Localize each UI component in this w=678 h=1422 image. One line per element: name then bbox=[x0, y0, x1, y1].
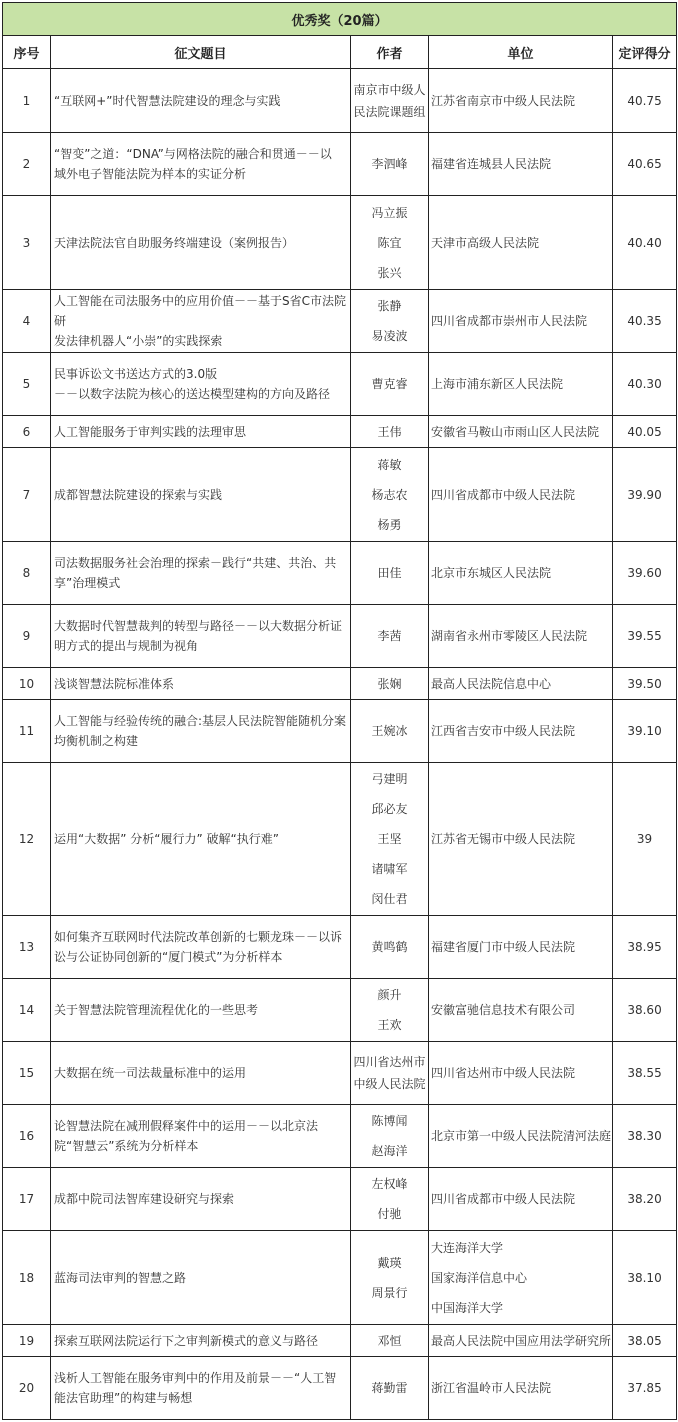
essay-title bbox=[51, 1357, 351, 1420]
author-name: 李泗峰 bbox=[371, 157, 408, 171]
essay-title-line: 民事诉讼文书送达方式的3.0版 bbox=[54, 367, 218, 381]
essay-title-line: 均衡机制之构建 bbox=[54, 734, 139, 748]
author-cell bbox=[351, 542, 429, 605]
table-row bbox=[3, 133, 677, 196]
unit-cell bbox=[429, 1325, 613, 1357]
unit-name: 江苏省南京市中级人民法院 bbox=[431, 93, 576, 108]
unit-name: 四川省成都市中级人民法院 bbox=[431, 1192, 576, 1206]
author-name: 蒋勤雷 bbox=[371, 1381, 408, 1395]
unit-name: 四川省成都市崇州市人民法院 bbox=[431, 314, 588, 328]
essay-title-line: 人工智能与经验传统的融合:基层人民法院智能随机分案 bbox=[54, 714, 347, 728]
author-cell bbox=[351, 69, 429, 133]
essay-title-line: 大数据在统一司法裁量标准中的运用 bbox=[54, 1066, 247, 1080]
unit-cell bbox=[429, 416, 613, 448]
essay-title-line: 司法数据服务社会治理的探索－践行“共建、共治、共 bbox=[54, 556, 337, 570]
unit-cell bbox=[429, 69, 613, 133]
header-unit: 单位 bbox=[429, 36, 613, 69]
unit-name: 北京市东城区人民法院 bbox=[431, 566, 552, 580]
author-name: 王欢 bbox=[377, 1018, 402, 1032]
row-number: 15 bbox=[3, 1042, 51, 1105]
unit-cell bbox=[429, 668, 613, 700]
table-row bbox=[3, 353, 677, 416]
essay-title bbox=[51, 700, 351, 763]
table-row bbox=[3, 1231, 677, 1325]
essay-title bbox=[51, 353, 351, 416]
essay-title-line: 享”治理模式 bbox=[54, 576, 121, 590]
unit-cell bbox=[429, 133, 613, 196]
author-cell bbox=[351, 448, 429, 542]
table-row bbox=[3, 916, 677, 979]
row-number: 11 bbox=[3, 700, 51, 763]
author-name: 邓恒 bbox=[377, 1333, 402, 1348]
unit-name: 湖南省永州市零陵区人民法院 bbox=[431, 629, 588, 643]
author-cell bbox=[351, 916, 429, 979]
table-row bbox=[3, 1042, 677, 1105]
score: 40.30 bbox=[613, 353, 677, 416]
score: 39.50 bbox=[613, 668, 677, 700]
row-number: 18 bbox=[3, 1231, 51, 1325]
unit-cell bbox=[429, 916, 613, 979]
essay-title bbox=[51, 1105, 351, 1168]
score: 38.60 bbox=[613, 979, 677, 1042]
essay-title bbox=[51, 1168, 351, 1231]
author-name: 陈博闻 bbox=[371, 1114, 408, 1128]
essay-title bbox=[51, 448, 351, 542]
author-cell bbox=[351, 1105, 429, 1168]
author-cell bbox=[351, 196, 429, 290]
table-body bbox=[3, 69, 677, 1420]
essay-title bbox=[51, 290, 351, 353]
score: 40.65 bbox=[613, 133, 677, 196]
essay-title bbox=[51, 1231, 351, 1325]
unit-name: 江苏省无锡市中级人民法院 bbox=[431, 832, 576, 846]
table-row bbox=[3, 1105, 677, 1168]
row-number: 1 bbox=[3, 69, 51, 133]
unit-cell bbox=[429, 979, 613, 1042]
table-row bbox=[3, 605, 677, 668]
unit-cell bbox=[429, 1357, 613, 1420]
row-number: 13 bbox=[3, 916, 51, 979]
row-number: 12 bbox=[3, 763, 51, 916]
author-name: 赵海洋 bbox=[371, 1144, 408, 1158]
author-name: 四川省达州市 bbox=[353, 1055, 426, 1069]
author-name: 张静 bbox=[377, 299, 402, 313]
score: 38.30 bbox=[613, 1105, 677, 1168]
row-number: 8 bbox=[3, 542, 51, 605]
unit-cell bbox=[429, 1105, 613, 1168]
author-cell bbox=[351, 979, 429, 1042]
essay-title bbox=[51, 133, 351, 196]
author-name: 张兴 bbox=[377, 265, 402, 280]
row-number: 2 bbox=[3, 133, 51, 196]
table-row bbox=[3, 416, 677, 448]
table-row bbox=[3, 979, 677, 1042]
author-name: 弓建明 bbox=[371, 772, 408, 786]
essay-title-line: 明方式的提出与规制为视角 bbox=[54, 639, 199, 653]
unit-cell bbox=[429, 290, 613, 353]
unit-name: 最高人民法院信息中心 bbox=[431, 676, 552, 691]
score: 38.55 bbox=[613, 1042, 677, 1105]
author-cell bbox=[351, 1042, 429, 1105]
essay-title bbox=[51, 69, 351, 133]
essay-title-line: 讼与公证协同创新的“厦门模式”为分析样本 bbox=[54, 950, 283, 964]
score: 39.90 bbox=[613, 448, 677, 542]
score: 39.60 bbox=[613, 542, 677, 605]
essay-title-line: 探索互联网法院运行下之审判新模式的意义与路径 bbox=[54, 1333, 319, 1348]
essay-title-line: 院“智慧云”系统为分析样本 bbox=[54, 1139, 199, 1153]
score: 40.40 bbox=[613, 196, 677, 290]
essay-title-line: －－以数字法院为核心的送达模型建构的方向及路径 bbox=[54, 387, 331, 401]
author-cell bbox=[351, 1357, 429, 1420]
header-no: 序号 bbox=[3, 36, 51, 69]
essay-title bbox=[51, 1325, 351, 1357]
header-score: 定评得分 bbox=[613, 36, 677, 69]
unit-name: 国家海洋信息中心 bbox=[431, 1270, 528, 1285]
unit-name: 北京市第一中级人民法院清河法庭 bbox=[431, 1129, 612, 1143]
row-number: 5 bbox=[3, 353, 51, 416]
score: 38.05 bbox=[613, 1325, 677, 1357]
author-name: 民法院课题组 bbox=[353, 104, 426, 119]
row-number: 17 bbox=[3, 1168, 51, 1231]
essay-title-line: 浅谈智慧法院标准体系 bbox=[54, 676, 175, 691]
unit-name: 江西省吉安市中级人民法院 bbox=[431, 724, 576, 738]
author-cell bbox=[351, 1231, 429, 1325]
author-name: 戴瑛 bbox=[377, 1255, 402, 1270]
essay-title bbox=[51, 416, 351, 448]
unit-name: 天津市高级人民法院 bbox=[431, 235, 540, 250]
score: 37.85 bbox=[613, 1357, 677, 1420]
essay-title-line: “互联网+”时代智慧法院建设的理念与实践 bbox=[54, 93, 281, 108]
row-number: 20 bbox=[3, 1357, 51, 1420]
unit-cell bbox=[429, 605, 613, 668]
essay-title-line: 大数据时代智慧裁判的转型与路径－－以大数据分析证 bbox=[54, 619, 343, 633]
award-table-container bbox=[2, 2, 676, 1420]
author-name: 杨志农 bbox=[371, 487, 408, 502]
author-cell bbox=[351, 353, 429, 416]
essay-title-line: 天津法院法官自助服务终端建设（案例报告） bbox=[54, 235, 295, 250]
row-number: 16 bbox=[3, 1105, 51, 1168]
essay-title bbox=[51, 979, 351, 1042]
score: 40.05 bbox=[613, 416, 677, 448]
author-name: 李茜 bbox=[377, 629, 402, 643]
essay-title bbox=[51, 668, 351, 700]
row-number: 14 bbox=[3, 979, 51, 1042]
essay-title-line: 论智慧法院在减刑假释案件中的运用－－以北京法 bbox=[54, 1119, 319, 1133]
author-cell bbox=[351, 763, 429, 916]
unit-name: 福建省连城县人民法院 bbox=[431, 157, 552, 171]
author-name: 易凌波 bbox=[371, 329, 408, 343]
score: 40.75 bbox=[613, 69, 677, 133]
unit-name: 福建省厦门市中级人民法院 bbox=[431, 940, 576, 954]
row-number: 6 bbox=[3, 416, 51, 448]
table-row bbox=[3, 69, 677, 133]
row-number: 10 bbox=[3, 668, 51, 700]
essay-title-line: 能法官助理”的构建与畅想 bbox=[54, 1391, 193, 1405]
author-name: 田佳 bbox=[377, 566, 402, 580]
author-name: 王坚 bbox=[377, 832, 402, 846]
table-row bbox=[3, 1325, 677, 1357]
table-row bbox=[3, 448, 677, 542]
author-cell bbox=[351, 700, 429, 763]
essay-title-line: 如何集齐互联网时代法院改革创新的七颗龙珠－－以诉 bbox=[54, 930, 343, 944]
score: 38.20 bbox=[613, 1168, 677, 1231]
author-name: 冯立振 bbox=[371, 205, 408, 220]
unit-name: 最高人民法院中国应用法学研究所 bbox=[431, 1333, 612, 1348]
author-name: 中级人民法院 bbox=[353, 1077, 426, 1091]
author-cell bbox=[351, 133, 429, 196]
unit-name: 大连海洋大学 bbox=[431, 1240, 504, 1255]
award-table bbox=[2, 2, 677, 1420]
score: 38.10 bbox=[613, 1231, 677, 1325]
author-cell bbox=[351, 1168, 429, 1231]
essay-title-line: 发法律机器人“小崇”的实践探索 bbox=[54, 334, 223, 348]
essay-title-line: 域外电子智能法院为样本的实证分析 bbox=[54, 167, 247, 181]
essay-title bbox=[51, 916, 351, 979]
unit-cell bbox=[429, 448, 613, 542]
author-name: 邱必友 bbox=[371, 802, 408, 816]
score: 39 bbox=[613, 763, 677, 916]
essay-title-line: 成都智慧法院建设的探索与实践 bbox=[54, 487, 223, 502]
essay-title-line: 成都中院司法智库建设研究与探索 bbox=[54, 1192, 235, 1206]
table-row bbox=[3, 196, 677, 290]
author-name: 张娴 bbox=[377, 676, 402, 691]
author-name: 黄鸣鹤 bbox=[371, 940, 408, 954]
author-cell bbox=[351, 416, 429, 448]
unit-name: 上海市浦东新区人民法院 bbox=[431, 377, 564, 391]
author-name: 付驰 bbox=[377, 1207, 402, 1221]
essay-title-line: 运用“大数据” 分析“履行力” 破解“执行难” bbox=[54, 832, 279, 846]
author-name: 颜升 bbox=[377, 988, 402, 1002]
unit-cell bbox=[429, 353, 613, 416]
essay-title bbox=[51, 605, 351, 668]
essay-title-line: 人工智能在司法服务中的应用价值－－基于S省C市法院研 bbox=[54, 294, 346, 328]
essay-title-line: 浅析人工智能在服务审判中的作用及前景－－“人工智 bbox=[54, 1371, 337, 1385]
unit-name: 四川省成都市中级人民法院 bbox=[431, 487, 576, 502]
author-name: 陈宜 bbox=[377, 235, 402, 250]
unit-name: 中国海洋大学 bbox=[431, 1300, 504, 1315]
essay-title bbox=[51, 1042, 351, 1105]
author-cell bbox=[351, 668, 429, 700]
row-number: 9 bbox=[3, 605, 51, 668]
essay-title-line: 关于智慧法院管理流程优化的一些思考 bbox=[54, 1003, 259, 1017]
author-cell bbox=[351, 290, 429, 353]
author-name: 杨勇 bbox=[377, 517, 402, 532]
author-name: 左权峰 bbox=[371, 1177, 408, 1191]
unit-name: 安徽省马鞍山市雨山区人民法院 bbox=[431, 424, 600, 439]
row-number: 7 bbox=[3, 448, 51, 542]
author-name: 周景行 bbox=[371, 1285, 408, 1300]
table-title: 优秀奖（20篇） bbox=[3, 3, 677, 36]
author-name: 王伟 bbox=[377, 424, 402, 439]
unit-cell bbox=[429, 700, 613, 763]
essay-title bbox=[51, 763, 351, 916]
essay-title bbox=[51, 196, 351, 290]
essay-title-line: “智变”之道：“DNA”与网格法院的融合和贯通－－以 bbox=[54, 147, 332, 161]
essay-title bbox=[51, 542, 351, 605]
table-row bbox=[3, 1357, 677, 1420]
header-author: 作者 bbox=[351, 36, 429, 69]
unit-cell bbox=[429, 542, 613, 605]
author-name: 曹克睿 bbox=[371, 377, 408, 391]
header-row bbox=[3, 36, 677, 69]
essay-title-line: 蓝海司法审判的智慧之路 bbox=[54, 1270, 187, 1285]
unit-cell bbox=[429, 763, 613, 916]
unit-name: 四川省达州市中级人民法院 bbox=[431, 1066, 576, 1080]
score: 40.35 bbox=[613, 290, 677, 353]
unit-cell bbox=[429, 196, 613, 290]
author-cell bbox=[351, 605, 429, 668]
author-name: 诸啸军 bbox=[371, 862, 408, 876]
table-row bbox=[3, 763, 677, 916]
author-cell bbox=[351, 1325, 429, 1357]
score: 39.55 bbox=[613, 605, 677, 668]
unit-cell bbox=[429, 1042, 613, 1105]
author-name: 王婉冰 bbox=[371, 724, 408, 738]
author-name: 南京市中级人 bbox=[353, 82, 426, 97]
row-number: 3 bbox=[3, 196, 51, 290]
table-row bbox=[3, 290, 677, 353]
unit-name: 浙江省温岭市人民法院 bbox=[431, 1381, 552, 1395]
table-row bbox=[3, 542, 677, 605]
author-name: 闵仕君 bbox=[371, 892, 408, 906]
score: 39.10 bbox=[613, 700, 677, 763]
table-row bbox=[3, 668, 677, 700]
score: 38.95 bbox=[613, 916, 677, 979]
row-number: 4 bbox=[3, 290, 51, 353]
unit-name: 安徽富驰信息技术有限公司 bbox=[431, 1003, 576, 1017]
table-row bbox=[3, 1168, 677, 1231]
header-title: 征文题目 bbox=[51, 36, 351, 69]
unit-cell bbox=[429, 1168, 613, 1231]
table-row bbox=[3, 700, 677, 763]
row-number: 19 bbox=[3, 1325, 51, 1357]
essay-title-line: 人工智能服务于审判实践的法理审思 bbox=[54, 424, 247, 439]
author-name: 蒋敏 bbox=[377, 457, 402, 472]
unit-cell bbox=[429, 1231, 613, 1325]
